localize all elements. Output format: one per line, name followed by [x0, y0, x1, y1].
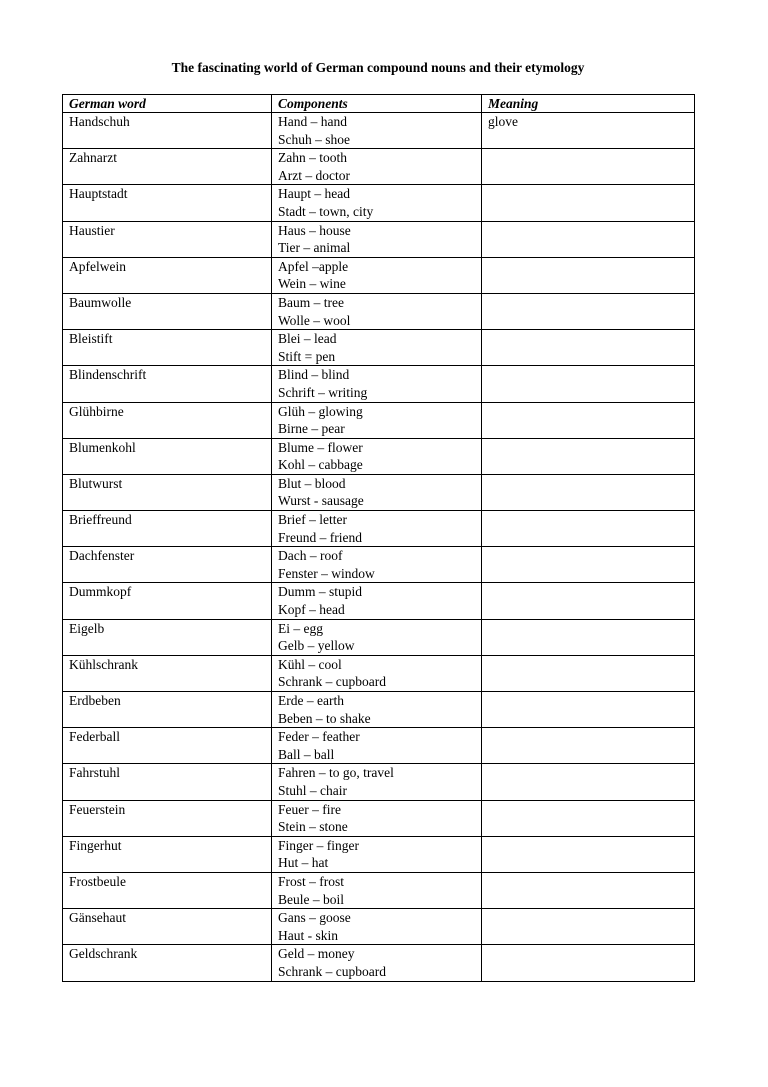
component-line: Beben – to shake: [278, 710, 371, 726]
document-title: The fascinating world of German compound nouns and their etymology: [171, 60, 585, 75]
component-line: Dach – roof: [278, 548, 343, 564]
meaning-cell: [482, 800, 695, 836]
component-line: Stein – stone: [278, 819, 348, 835]
component-line: Finger – finger: [278, 837, 359, 853]
meaning-cell: [482, 366, 695, 402]
component-line: Gans – goose: [278, 910, 351, 926]
meaning-cell: [482, 438, 695, 474]
german-word-cell: Geldschrank: [63, 945, 272, 981]
table-row: [63, 330, 695, 366]
components-cell: [272, 366, 482, 402]
component-line: Zahn – tooth: [278, 150, 347, 166]
table-row: [63, 655, 695, 691]
table-row: [63, 185, 695, 221]
german-word-cell: Gänsehaut: [63, 909, 272, 945]
table-row: [63, 149, 695, 185]
table-row: [63, 474, 695, 510]
meaning-cell: [482, 728, 695, 764]
meaning-cell: [482, 872, 695, 908]
table-header-row: [63, 95, 695, 113]
table-row: [63, 692, 695, 728]
header-meaning: Meaning: [482, 95, 695, 113]
component-line: Haus – house: [278, 222, 351, 238]
german-word-cell: Federball: [63, 728, 272, 764]
component-line: Kopf – head: [278, 602, 345, 618]
meaning-cell: [482, 149, 695, 185]
german-word-cell: Feuerstein: [63, 800, 272, 836]
component-line: Feuer – fire: [278, 801, 341, 817]
table-row: [63, 764, 695, 800]
table-row: [63, 619, 695, 655]
component-line: Kohl – cabbage: [278, 457, 363, 473]
components-cell: [272, 185, 482, 221]
german-word-cell: Blutwurst: [63, 474, 272, 510]
components-cell: [272, 692, 482, 728]
components-cell: [272, 257, 482, 293]
component-line: Haut - skin: [278, 927, 338, 943]
german-word-cell: Brieffreund: [63, 511, 272, 547]
table-row: [63, 438, 695, 474]
components-cell: [272, 728, 482, 764]
components-cell: [272, 293, 482, 329]
meaning-cell: [482, 257, 695, 293]
table-row: [63, 402, 695, 438]
meaning-cell: [482, 945, 695, 981]
component-line: Wein – wine: [278, 276, 346, 292]
vocabulary-table: [62, 94, 695, 982]
component-line: Blut – blood: [278, 475, 346, 491]
component-line: Tier – animal: [278, 240, 351, 256]
component-line: Wurst - sausage: [278, 493, 364, 509]
component-line: Glüh – glowing: [278, 403, 363, 419]
component-line: Freund – friend: [278, 529, 362, 545]
german-word-cell: Blumenkohl: [63, 438, 272, 474]
german-word-cell: Bleistift: [63, 330, 272, 366]
component-line: Dumm – stupid: [278, 584, 363, 600]
component-line: Hut – hat: [278, 855, 329, 871]
meaning-cell: [482, 583, 695, 619]
component-line: Apfel –apple: [278, 258, 349, 274]
meaning-cell: [482, 330, 695, 366]
german-word-cell: Handschuh: [63, 113, 272, 149]
component-line: Schrank – cupboard: [278, 963, 386, 979]
german-word-cell: Haustier: [63, 221, 272, 257]
component-line: Feder – feather: [278, 729, 360, 745]
german-word-cell: Glühbirne: [63, 402, 272, 438]
component-line: Geld – money: [278, 946, 355, 962]
meaning-cell: [482, 221, 695, 257]
german-word-cell: Eigelb: [63, 619, 272, 655]
german-word-cell: Apfelwein: [63, 257, 272, 293]
components-cell: [272, 836, 482, 872]
table-row: [63, 836, 695, 872]
component-line: Kühl – cool: [278, 656, 342, 672]
german-word-cell: Frostbeule: [63, 872, 272, 908]
component-line: Brief – letter: [278, 512, 347, 528]
meaning-cell: [482, 619, 695, 655]
components-cell: [272, 474, 482, 510]
components-cell: [272, 438, 482, 474]
german-word-cell: Fingerhut: [63, 836, 272, 872]
components-cell: [272, 800, 482, 836]
component-line: Blume – flower: [278, 439, 363, 455]
components-cell: [272, 402, 482, 438]
component-line: Haupt – head: [278, 186, 350, 202]
table-row: [63, 800, 695, 836]
component-line: Schrift – writing: [278, 384, 368, 400]
components-cell: [272, 945, 482, 981]
table-row: [63, 945, 695, 981]
table-row: [63, 583, 695, 619]
component-line: Fahren – to go, travel: [278, 765, 394, 781]
table-row: [63, 872, 695, 908]
component-line: Arzt – doctor: [278, 167, 350, 183]
header-components: Components: [272, 95, 482, 113]
components-cell: [272, 764, 482, 800]
meaning-cell: [482, 655, 695, 691]
meaning-cell: glove: [482, 113, 695, 149]
table-row: [63, 909, 695, 945]
table-row: [63, 511, 695, 547]
table-row: [63, 257, 695, 293]
german-word-cell: Erdbeben: [63, 692, 272, 728]
components-cell: [272, 872, 482, 908]
components-cell: [272, 221, 482, 257]
table-row: [63, 221, 695, 257]
header-german-word: German word: [63, 95, 272, 113]
component-line: Frost – frost: [278, 873, 345, 889]
component-line: Schrank – cupboard: [278, 674, 386, 690]
table-row: [63, 293, 695, 329]
components-cell: [272, 149, 482, 185]
german-word-cell: Hauptstadt: [63, 185, 272, 221]
component-line: Gelb – yellow: [278, 638, 355, 654]
meaning-cell: [482, 293, 695, 329]
component-line: Wolle – wool: [278, 312, 351, 328]
component-line: Beule – boil: [278, 891, 344, 907]
meaning-cell: [482, 692, 695, 728]
component-line: Baum – tree: [278, 294, 344, 310]
components-cell: [272, 330, 482, 366]
german-word-cell: Baumwolle: [63, 293, 272, 329]
components-cell: [272, 113, 482, 149]
meaning-cell: [482, 474, 695, 510]
component-line: Blei – lead: [278, 331, 337, 347]
table-row: [63, 113, 695, 149]
component-line: Stadt – town, city: [278, 203, 374, 219]
meaning-cell: [482, 402, 695, 438]
meaning-cell: [482, 511, 695, 547]
table-row: [63, 728, 695, 764]
german-word-cell: Dummkopf: [63, 583, 272, 619]
component-line: Fenster – window: [278, 565, 375, 581]
meaning-cell: [482, 836, 695, 872]
german-word-cell: Zahnarzt: [63, 149, 272, 185]
table-row: [63, 366, 695, 402]
components-cell: [272, 547, 482, 583]
component-line: Blind – blind: [278, 367, 350, 383]
german-word-cell: Dachfenster: [63, 547, 272, 583]
meaning-cell: [482, 764, 695, 800]
component-line: Ball – ball: [278, 746, 335, 762]
components-cell: [272, 511, 482, 547]
component-line: Erde – earth: [278, 693, 344, 708]
german-word-cell: Blindenschrift: [63, 366, 272, 402]
component-line: Ei – egg: [278, 620, 323, 636]
components-cell: [272, 583, 482, 619]
component-line: Birne – pear: [278, 421, 345, 437]
component-line: Schuh – shoe: [278, 131, 350, 147]
component-line: Hand – hand: [278, 114, 347, 129]
meaning-cell: [482, 547, 695, 583]
component-line: Stift = pen: [278, 348, 336, 364]
meaning-cell: [482, 185, 695, 221]
german-word-cell: Kühlschrank: [63, 655, 272, 691]
components-cell: [272, 619, 482, 655]
components-cell: [272, 655, 482, 691]
meaning-cell: [482, 909, 695, 945]
table-body: [63, 113, 695, 982]
components-cell: [272, 909, 482, 945]
german-word-cell: Fahrstuhl: [63, 764, 272, 800]
table-row: [63, 547, 695, 583]
component-line: Stuhl – chair: [278, 782, 347, 798]
